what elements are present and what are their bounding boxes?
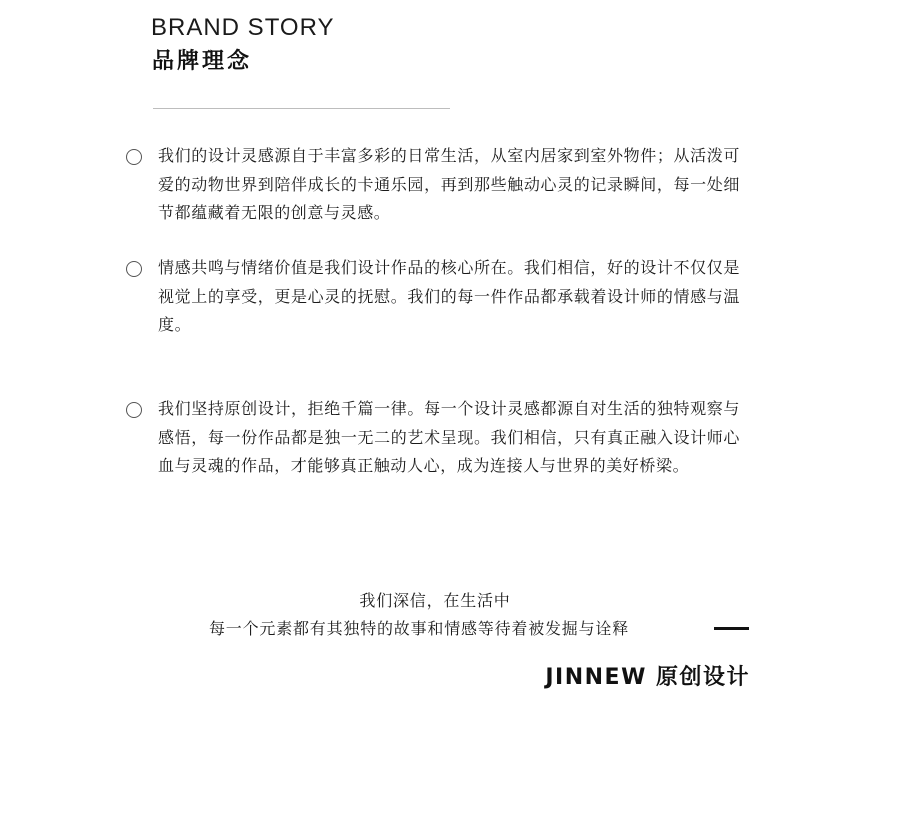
section-title-en: BRAND STORY — [151, 14, 335, 41]
story-item-text: 我们的设计灵感源自于丰富多彩的日常生活，从室内居家到室外物件；从活泼可爱的动物世界到陪伴成长的卡通乐园，再到那些触动心灵的记录瞬间，每一处细节都蕴藏着无限的创意与灵感。 — [158, 146, 740, 222]
closing-statement-line-2: 每一个元素都有其独特的故事和情感等待着被发掘与诠释 — [209, 619, 630, 638]
circle-bullet-icon — [126, 149, 142, 165]
circle-bullet-icon — [126, 261, 142, 277]
brand-signature: JINNEW 原创设计 — [545, 665, 750, 690]
story-item-text: 情感共鸣与情绪价值是我们设计作品的核心所在。我们相信，好的设计不仅仅是视觉上的享受，更是心灵的抚慰。我们的每一件作品都承载着设计师的情感与温度。 — [158, 258, 740, 334]
story-item — [126, 395, 746, 515]
story-item-text: 我们坚持原创设计，拒绝千篇一律。每一个设计灵感都源自对生活的独特观察与感悟，每一份作品都是独一无二的艺术呈现。我们相信，只有真正融入设计师心血与灵魂的作品，才能够真正触动人心，成为连接人与世界的美好桥梁。 — [158, 399, 740, 475]
circle-bullet-icon — [126, 402, 142, 418]
story-item — [126, 254, 746, 344]
story-item — [126, 142, 746, 232]
section-title-cn: 品牌理念 — [152, 49, 253, 74]
closing-statement-line-1: 我们深信，在生活中 — [359, 591, 511, 610]
title-divider — [153, 108, 450, 109]
signature-dash — [714, 627, 749, 630]
